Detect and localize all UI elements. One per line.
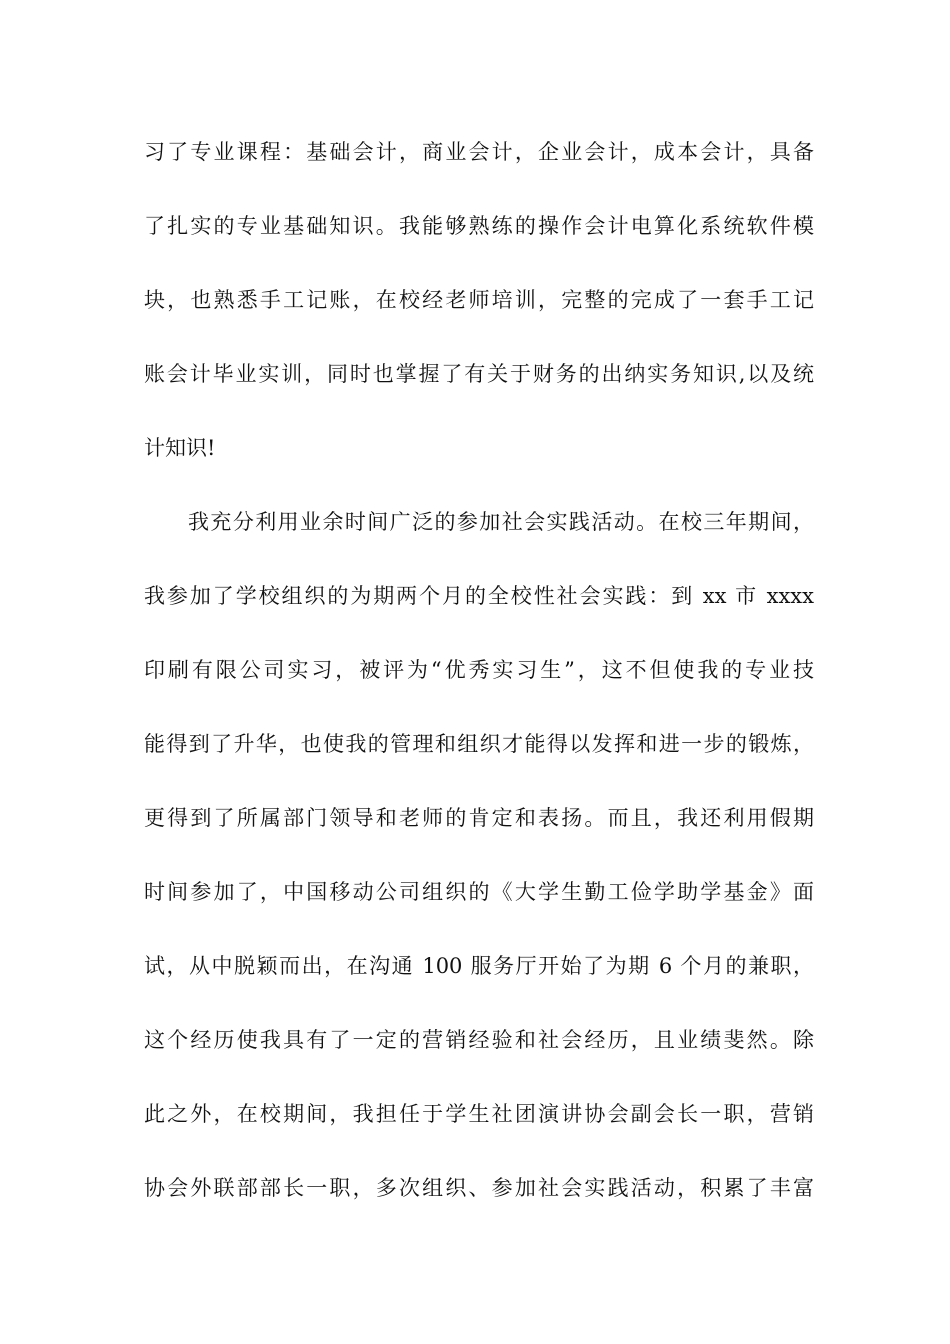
text-line: 账会计毕业实训，同时也掌握了有关于财务的出纳实务知识,以及统: [144, 362, 814, 386]
text-line: 能得到了升华，也使我的管理和组织才能得以发挥和进一步的锻炼，: [144, 732, 814, 756]
text-line: 协会外联部部长一职，多次组织、参加社会实践活动，积累了丰富: [144, 1176, 814, 1200]
text-line: 块，也熟悉手工记账，在校经老师培训，完整的完成了一套手工记: [144, 288, 814, 312]
paragraph-first-line: 我充分利用业余时间广泛的参加社会实践活动。在校三年期间，: [188, 510, 814, 534]
text-line: 计知识!: [144, 436, 216, 460]
text-line: 更得到了所属部门领导和老师的肯定和表扬。而且，我还利用假期: [144, 806, 814, 830]
text-line: 我参加了学校组织的为期两个月的全校性社会实践：到 xx 市 xxxx: [144, 584, 814, 608]
text-line: 印刷有限公司实习，被评为“优秀实习生”，这不但使我的专业技: [144, 658, 814, 682]
text-line: 此之外，在校期间，我担任于学生社团演讲协会副会长一职，营销: [144, 1102, 814, 1126]
text-line: 了扎实的专业基础知识。我能够熟练的操作会计电算化系统软件模: [144, 214, 814, 238]
text-line: 试，从中脱颖而出，在沟通 100 服务厅开始了为期 6 个月的兼职，: [144, 954, 814, 978]
text-line: 这个经历使我具有了一定的营销经验和社会经历，且业绩斐然。除: [144, 1028, 814, 1052]
text-line: 习了专业课程：基础会计，商业会计，企业会计，成本会计，具备: [144, 140, 814, 164]
text-line: 时间参加了，中国移动公司组织的《大学生勤工俭学助学基金》面: [144, 880, 814, 904]
body-text: [144, 132, 814, 1242]
